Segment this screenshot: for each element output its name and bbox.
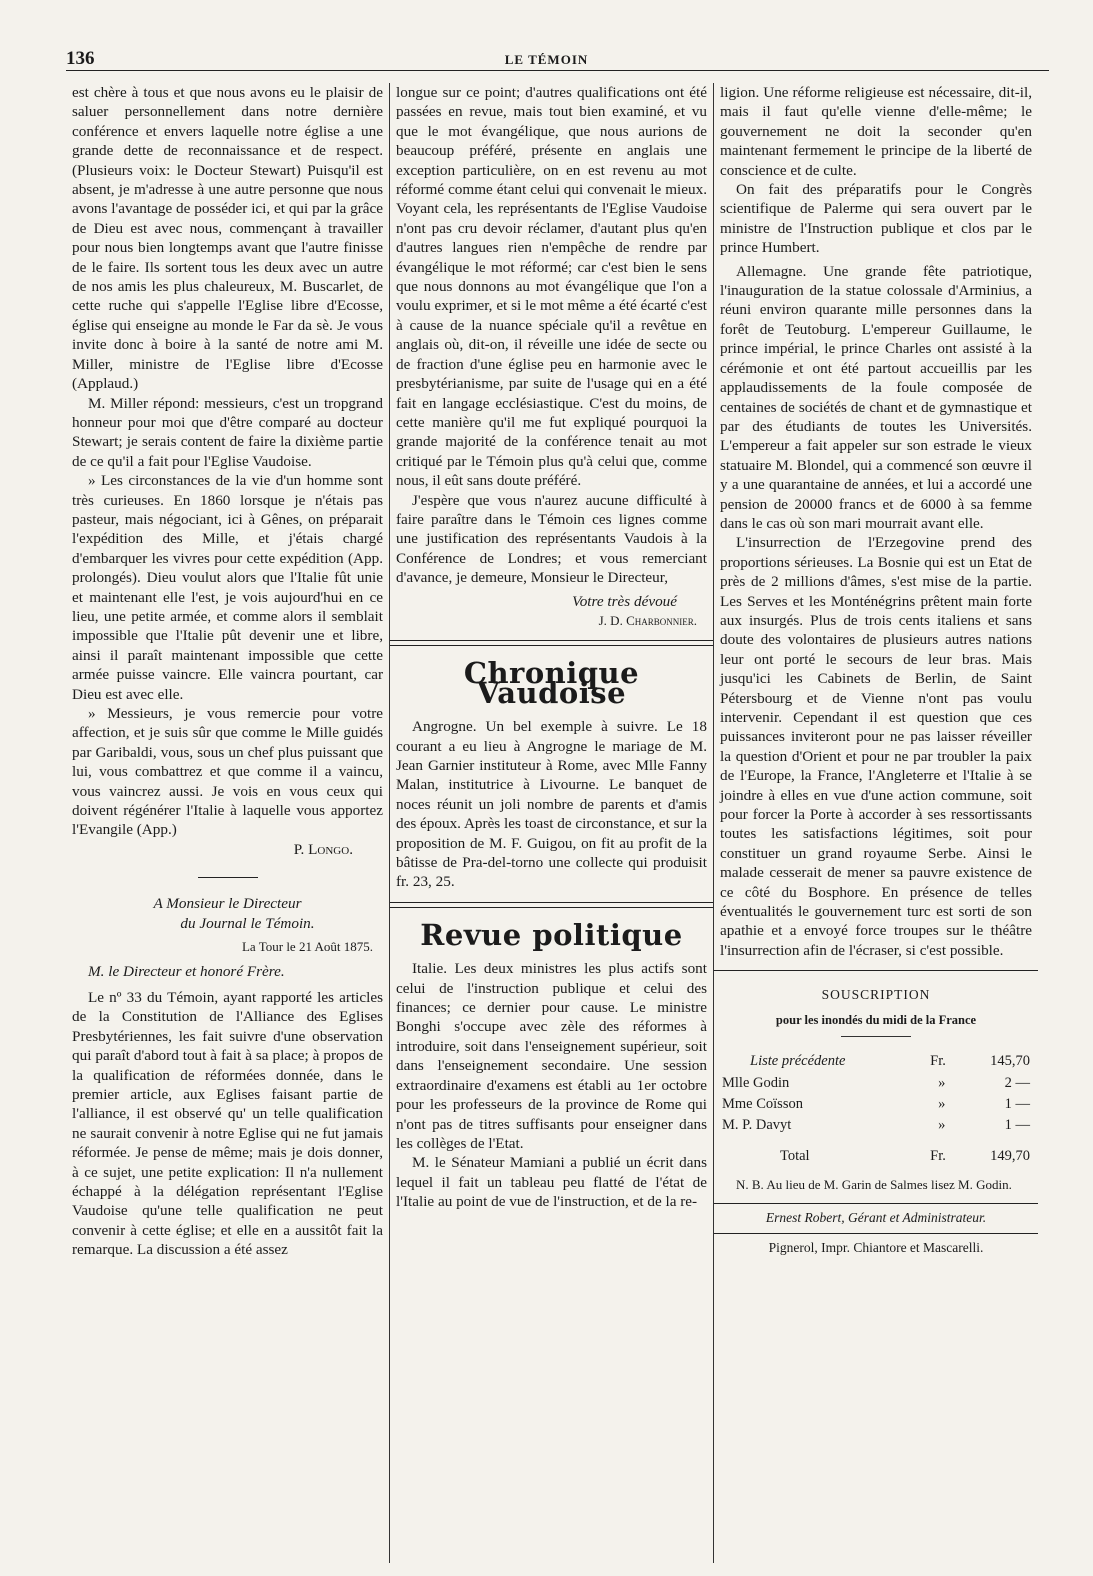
row-name: Mlle Godin: [722, 1074, 790, 1091]
divider: [198, 877, 258, 878]
running-title: LE TÉMOIN: [504, 52, 589, 67]
row-mark: »: [938, 1117, 946, 1134]
letter-address-2: du Journal le Témoin.: [180, 914, 315, 932]
total-mark: Fr.: [930, 1147, 946, 1164]
paragraph: Angrogne. Un bel exemple à suivre. Le 18 courant a eu lieu à Angrogne le mariage de M. Jean Garnier instituteur à Rome, avec Mlle Fanny Malan, institutrice à Livourne. Le banquet de noces réunit un joli nombre de parents et d'amis des époux. Après les toast de circonstance, et sur la proposition de M. F. Guigou, on fit au profit de la bâtisse de Pra-del-torno une collecte qui produisit fr. 23, 25.: [396, 718, 707, 891]
section-title-chronique: Chronique Vaudoise: [463, 656, 640, 710]
table-row: [720, 1094, 1032, 1115]
column-1: [66, 83, 390, 1563]
paragraph: ligion. Une réforme religieuse est nécessaire, dit-il, mais il faut qu'elle vienne d'elle-même; le gouvernement ne doit la seconder qu'en maintenant fermement le principe de la liberté de conscience et de culte.: [720, 84, 1032, 179]
columns: [66, 83, 1049, 1563]
paragraph: J'espère que vous n'aurez aucune difficulté à faire paraître dans le Témoin ces lignes comme une justification des représentants Vaudois à la Conférence de Londres; et vous remerciant d'avance, je demeure, Monsieur le Directeur,: [396, 491, 707, 587]
paragraph: M. le Sénateur Mamiani a publié un écrit dans lequel il fait un tableau peu flatté de l'état de l'Italie au point de vue de l'instruction, et de la re-: [396, 1154, 707, 1211]
row-name: M. P. Davyt: [722, 1117, 792, 1134]
paragraph: Italie. Les deux ministres les plus actifs sont celui de l'instruction publique et celui des finances; ce dernier pour cause. Le ministre Bonghi s'occupe avec zèle des réformes à introduire, soit dans l'enseignement supérieur, soit dans l'enseignement secondaire. Une session extraordinaire d'examens est établi au 1er octobre pour les professeurs de la province de Rome qui n'ont pas de titres suffisants pour enseigner dans les collèges de l'Etat.: [396, 960, 707, 1152]
paragraph: M. Miller répond: messieurs, c'est un tropgrand honneur pour moi que d'être comparé au docteur Stewart; je serais content de faire la dixième partie de ce qu'il a fait pour l'Eglise Vaudoise.: [72, 394, 383, 470]
paragraph: longue sur ce point; d'autres qualifications ont été passées en revue, mais tout bien examiné, et vu que le mot évangélique, que nous aurions de beaucoup préféré, présente en anglais une exception particulière, on en est revenu au mot réformé comme étant celui qui convenait le mieux. Voyant cela, les représentants de l'Eglise Vaudoise n'ont pas cru devoir réclamer, d'autant plus qu'en d'autres langues rien n'empêche de rendre par évangélique le mot réformé; car c'est bien le sens que nous donnons au mot évangélique que l'on a voulu exprimer, et si le mot même a été écarté c'est à cause de la nuance spéciale qu'il a revêtue en anglais où, dit-on, il réveille une idée de secte ou de fraction d'une église peu en harmonie avec le presbytérianisme, par suite de l'usage qui en a été fait en langage ecclésiastique. C'est du moins, de cette manière qu'il me fut expliqué pourquoi la grande majorité de la conférence tenait au mot critiqué par le Témoin plus qu'à celui que, comme nous, il eût sans doute préféré.: [396, 84, 707, 490]
paragraph: » Les circonstances de la vie d'un homme sont très curieuses. En 1860 lorsque je n'étais pas pasteur, mais négociant, ici à Gênes, on préparait l'expédition des Mille, et j'étais chargé d'embarquer les vivres pour cette expédition (App. prolongés). Dieu voulut alors que l'Italie fût unie et maintenant elle l'est, je vois aujourd'hui en ce lieu, une petite armée, et comme alors il semblait impossible que l'Italie pût devenir une et libre, ainsi il paraît maintenant impossible que cette armée puisse vaincre. Elle vaincra pourtant, car Dieu est avec elle.: [72, 472, 383, 703]
column-3: [714, 83, 1038, 1563]
divider: [714, 970, 1038, 971]
paragraph: est chère à tous et que nous avons eu le plaisir de saluer personnellement dans notre dernière conférence et envers laquelle notre église a une grande dette de reconnaissance et de respect. (Plusieurs voix: le Docteur Stewart) Puisqu'il est absent, je m'adresse à une autre personne que nous avons l'avantage de posséder ici, et qui par la grâce de Dieu est avec nous, commençant à travailler pour nous bien longtemps avant que l'autre finisse de le faire. Ils sortent tous les deux avec un autre de nos amis les plus chaleureux, M. Buscarlet, de cette ruche qui s'appelle l'Eglise libre d'Ecosse, église qui enseigne au monde le Far da sè. Je vous invite donc à boire à la santé de notre ami M. Miller, ministre de l'Eglise libre d'Ecosse (Applaud.): [72, 84, 383, 393]
row-amount: 145,70: [990, 1053, 1030, 1070]
table-row: [720, 1073, 1032, 1094]
table-row: [720, 1051, 1032, 1072]
paragraph: On fait des préparatifs pour le Congrès scientifique de Palerme qui sera ouvert par le ministre de l'Instruction publique et clos par le prince Humbert.: [720, 181, 1032, 257]
row-name: Mme Coïsson: [722, 1095, 803, 1112]
column-2: [390, 83, 714, 1563]
divider: [390, 907, 713, 908]
total-label: Total: [780, 1147, 810, 1164]
printer-line: Pignerol, Impr. Chiantore et Mascarelli.: [768, 1239, 984, 1255]
closing: Votre très dévoué: [572, 592, 677, 610]
divider: [714, 1233, 1038, 1234]
row-name: Liste précédente: [750, 1053, 846, 1070]
page-number: 136: [66, 48, 95, 69]
divider: [714, 1203, 1038, 1204]
table-row: [720, 1115, 1032, 1136]
salutation: M. le Directeur et honoré Frère.: [88, 963, 285, 981]
nb-note: N. B. Au lieu de M. Garin de Salmes lisez M. Godin.: [736, 1177, 1012, 1193]
row-amount: 2 —: [1004, 1074, 1030, 1091]
souscription-subtitle: pour les inondés du midi de la France: [775, 1012, 977, 1027]
row-amount: 1 —: [1004, 1117, 1030, 1134]
table-row-total: [720, 1137, 1032, 1167]
letter-address-1: A Monsieur le Directeur: [153, 895, 302, 913]
paragraph: » Messieurs, je vous remercie pour votre affection, et je suis sûr que comme le Mille guidés par Garibaldi, vous, sous un chef plus puissant que lui, vous combattrez et que comme il a vaincu, vous vaincrez aussi. Je vois en vous ceux qui doivent régénérer l'Italie à laquelle vous apportez l'Evangile (App.): [72, 705, 383, 839]
total-amount: 149,70: [990, 1147, 1030, 1164]
letter-date: La Tour le 21 Août 1875.: [241, 939, 373, 955]
row-mark: Fr.: [930, 1053, 946, 1070]
divider: [390, 645, 713, 646]
paragraph: L'insurrection de l'Erzegovine prend des proportions sérieuses. La Bosnie qui est un Etat de près de 2 millions d'âmes, s'est mise de la partie. Les Serves et les Monténégrins prêtent main forte aux insurgés. Plus de trois cents italiens et sans doute des volontaires de plusieurs autres nations leur ont porté le secours de leur bras. Mais jusqu'ici les Cabinets de Berlin, de Saint Pétersbourg et de Vienne n'ont pas voulu intervenir. Cependant il est question que ces puissances inviteront pour ne pas laisser réveiller la question d'Orient et pour ne par troubler la paix de l'Europe, la France, l'Angleterre et l'Italie à se joindre à elles en vue d'une action commune, soit pour forcer la Porte à accorder à ses ressortissants toutes les satisfactions légitimes, soit pour constituer un grand royaume Serbe. Ainsi le malade cesserait de mener sa pauvre existence de ce côté du Bosphore. En présence de telles éventualités le gouvernement turc est sorti de son apathie et a envoyé force troupes sur le théâtre l'insurrection afin de l'écraser, si c'est possible.: [720, 534, 1032, 959]
paragraph: Allemagne. Une grande fête patriotique, l'inauguration de la statue colossale d'Arminius, a réuni environ quarante mille personnes dans la forêt de Teutoburg. L'empereur Guillaume, le prince impérial, le prince Charles ont assisté à la cérémonie et ont été partout accueillis par les applaudissements de la foule composée de centaines de sociétés de chant et de gymnastique et par des étudiants de toutes les Universités. L'empereur a fait appeler sur son estrade le vieux statuaire M. Blondel, qui a commencé son œuvre il y a une quarantaine de années, et lui a accordé une pension de 20000 francs et de 6000 à sa femme dans le cas où son mari mourrait avant elle.: [720, 262, 1032, 532]
paragraph: Le nº 33 du Témoin, ayant rapporté les articles de la Constitution de l'Alliance des Eglises Presbytériennes, les fait suivre d'une observation qui paraît d'abord tout à fait à sa place; à propos de la qualification de réformées donnée, dans le premier article, aux Eglises faisant partie de l'alliance, il est observé qu' un telle qualification ne saurait convenir à notre Eglise qui ne fut jamais réformée. Je pense de même; mais je dois donner, à ce sujet, une petite explication: Il n'a nullement échappé à la délégation représentant l'Eglise Vaudoise qu'une telle qualification ne peut convenir à cette église; et elle en a aussitôt fait la remarque. La discussion a été assez: [72, 988, 383, 1259]
section-title-revue: Revue politique: [420, 917, 683, 952]
divider: [841, 1036, 911, 1037]
divider: [390, 640, 713, 641]
divider: [390, 902, 713, 903]
row-amount: 1 —: [1004, 1095, 1030, 1112]
signer: J. D. Charbonnier.: [598, 612, 697, 628]
row-mark: »: [938, 1095, 946, 1112]
signature: P. Longo.: [293, 840, 353, 858]
gerant-line: Ernest Robert, Gérant et Administrateur.: [765, 1209, 987, 1225]
souscription-table: [720, 1051, 1032, 1167]
row-mark: »: [938, 1074, 946, 1091]
souscription-title: SOUSCRIPTION: [821, 987, 931, 1003]
